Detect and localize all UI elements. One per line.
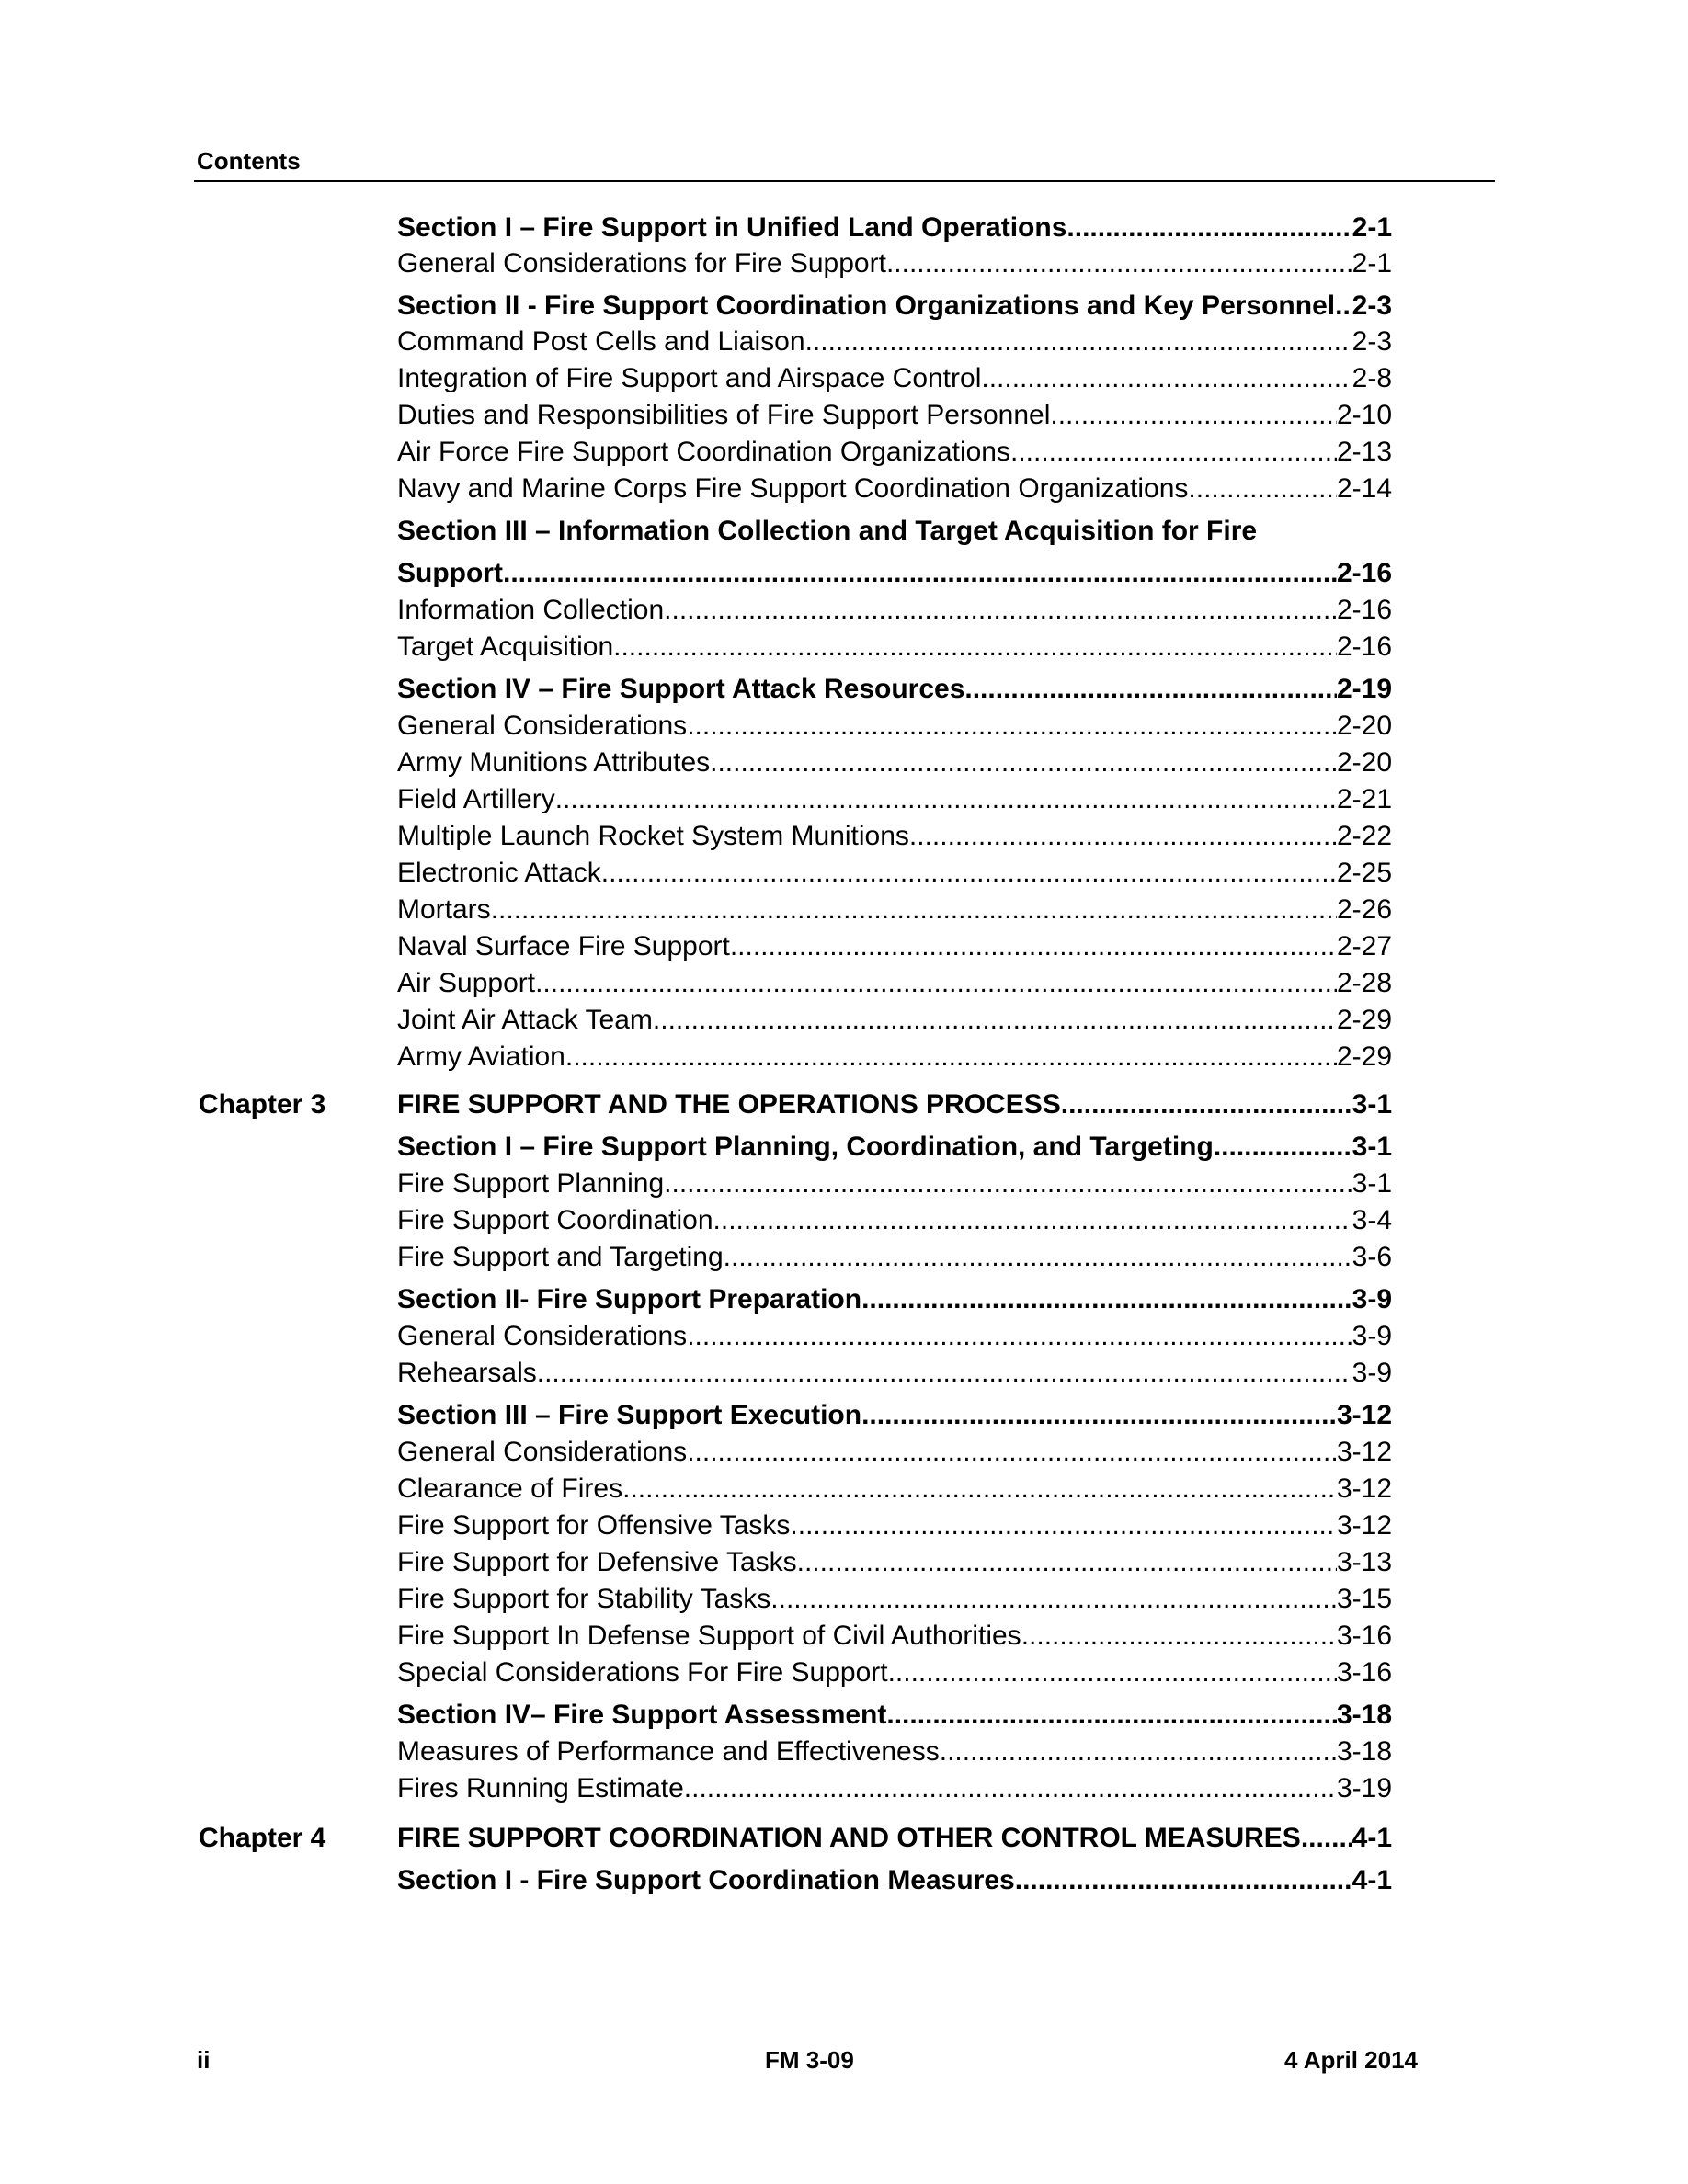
- toc-page-number: 3-12: [1336, 1437, 1392, 1467]
- toc-entry-title: Target Acquisition: [397, 631, 614, 662]
- chapter-label: Chapter 4: [199, 1823, 326, 1853]
- toc-section-entry: [397, 1131, 1392, 1164]
- toc-section-entry: [397, 673, 1392, 706]
- toc-section-entry: [397, 515, 1392, 548]
- toc-page-number: 2-16: [1336, 631, 1392, 662]
- toc-entry: [397, 472, 1392, 506]
- toc-entry-title: Fire Support for Stability Tasks: [397, 1584, 771, 1614]
- toc-entry-title: Navy and Marine Corps Fire Support Coordination Organizations: [397, 473, 1189, 504]
- toc-page-number: 2-16: [1336, 595, 1392, 625]
- toc-entry-title: Section III – Information Collection and Target Acquisition for Fire: [397, 516, 1258, 546]
- toc-dot-leader: [713, 1204, 1352, 1237]
- toc-dot-leader: [613, 631, 1337, 664]
- toc-entry: [397, 1772, 1392, 1805]
- toc-dot-leader: [886, 247, 1352, 280]
- toc-dot-leader: [1188, 472, 1337, 506]
- toc-entry-title: Naval Surface Fire Support: [397, 931, 730, 961]
- toc-section-entry: [397, 1088, 1392, 1121]
- toc-page-number: 3-12: [1336, 1473, 1392, 1504]
- toc-dot-leader: [797, 1546, 1337, 1579]
- toc-entry: [397, 1735, 1392, 1769]
- toc-entry: [397, 1320, 1392, 1353]
- toc-section-entry: [397, 1699, 1392, 1732]
- toc-dot-leader: [1066, 211, 1352, 245]
- toc-dot-leader: [565, 1041, 1337, 1074]
- toc-page-number: 2-27: [1336, 931, 1392, 961]
- toc-dot-leader: [1010, 436, 1337, 469]
- toc-dot-leader: [724, 1241, 1352, 1274]
- toc-page-number: 3-16: [1336, 1657, 1392, 1688]
- toc-page-number: 2-29: [1336, 1041, 1392, 1072]
- toc-page-number: 4-1: [1352, 1865, 1392, 1895]
- toc-dot-leader: [535, 967, 1337, 1000]
- toc-entry-title: Rehearsals: [397, 1358, 537, 1388]
- toc-page-number: 2-26: [1336, 894, 1392, 925]
- toc-entry: [397, 1204, 1392, 1237]
- toc-dot-leader: [1335, 290, 1352, 323]
- toc-dot-leader: [861, 1283, 1352, 1316]
- toc-section-entry: [397, 1864, 1392, 1897]
- toc-entry-title: Information Collection: [397, 595, 665, 625]
- toc-dot-leader: [555, 783, 1337, 816]
- toc-entry: [397, 325, 1392, 358]
- toc-page-number: 2-3: [1352, 326, 1392, 357]
- toc-entry: [397, 1041, 1392, 1074]
- toc-dot-leader: [888, 1656, 1337, 1689]
- toc-page-number: 2-22: [1336, 821, 1392, 851]
- toc-entry-title: Fire Support Planning: [397, 1168, 665, 1199]
- toc-page-number: 3-15: [1336, 1584, 1392, 1614]
- toc-page-number: 3-1: [1352, 1132, 1392, 1162]
- toc-dot-leader: [1050, 399, 1337, 432]
- toc-entry-title: Section IV– Fire Support Assessment: [397, 1700, 887, 1730]
- toc-dot-leader: [1015, 1864, 1352, 1897]
- toc-page-number: 3-4: [1352, 1205, 1392, 1235]
- toc-page-number: 3-16: [1336, 1621, 1392, 1651]
- toc-entry: [397, 746, 1392, 779]
- toc-entry-title: Clearance of Fires: [397, 1473, 623, 1504]
- toc-entry-title: Special Considerations For Fire Support: [397, 1657, 888, 1688]
- page-header-title: Contents: [197, 147, 301, 175]
- toc-entry: [397, 1509, 1392, 1542]
- toc-entry-title: General Considerations: [397, 1321, 688, 1351]
- toc-page-number: 2-20: [1336, 747, 1392, 778]
- toc-page-number: 3-6: [1352, 1242, 1392, 1272]
- toc-section-entry: [397, 1822, 1392, 1855]
- toc-page-number: 3-9: [1352, 1321, 1392, 1351]
- toc-entry-title: Duties and Responsibilities of Fire Support Personnel: [397, 400, 1051, 430]
- toc-page-number: 3-18: [1336, 1736, 1392, 1767]
- toc-entry: [397, 1620, 1392, 1653]
- toc-entry-title: Fire Support for Offensive Tasks: [397, 1510, 791, 1541]
- toc-page-number: 2-14: [1336, 473, 1392, 504]
- toc-dot-leader: [1214, 1131, 1352, 1164]
- toc-entry-title: FIRE SUPPORT AND THE OPERATIONS PROCESS: [397, 1089, 1061, 1120]
- toc-section-entry: [397, 211, 1392, 245]
- toc-dot-leader: [981, 362, 1352, 395]
- toc-entry: [397, 820, 1392, 853]
- toc-page-number: 2-28: [1336, 968, 1392, 998]
- toc-page-number: 2-19: [1336, 674, 1392, 704]
- toc-dot-leader: [909, 820, 1337, 853]
- toc-dot-leader: [940, 1735, 1337, 1769]
- toc-entry-title: Section II- Fire Support Preparation: [397, 1284, 862, 1314]
- toc-section-entry: [397, 557, 1392, 590]
- toc-page-number: 3-1: [1352, 1168, 1392, 1199]
- toc-entry-title: Multiple Launch Rocket System Munitions: [397, 821, 909, 851]
- toc-entry-title: Fire Support Coordination: [397, 1205, 713, 1235]
- toc-entry-title: Section II - Fire Support Coordination Organizations and Key Personnel: [397, 290, 1336, 321]
- toc-dot-leader: [664, 594, 1337, 627]
- toc-dot-leader: [491, 893, 1337, 927]
- toc-page-number: 2-25: [1336, 858, 1392, 888]
- toc-dot-leader: [861, 1399, 1337, 1432]
- toc-entry-title: Measures of Performance and Effectiveness: [397, 1736, 940, 1767]
- toc-dot-leader: [687, 710, 1337, 743]
- toc-entry-title: Section I – Fire Support in Unified Land Operations: [397, 212, 1067, 243]
- toc-entry: [397, 967, 1392, 1000]
- toc-entry-title: Support: [397, 558, 503, 588]
- toc-entry-title: General Considerations: [397, 711, 688, 741]
- toc-dot-leader: [687, 1320, 1352, 1353]
- toc-page-number: 2-3: [1352, 290, 1392, 321]
- chapter-label: Chapter 3: [199, 1089, 326, 1120]
- toc-dot-leader: [730, 930, 1337, 963]
- toc-entry: [397, 1241, 1392, 1274]
- toc-dot-leader: [1021, 1620, 1337, 1653]
- footer-manual-id: FM 3-09: [765, 2046, 854, 2074]
- toc-entry: [397, 893, 1392, 927]
- toc-entry-title: Joint Air Attack Team: [397, 1005, 653, 1035]
- toc-entry-title: Mortars: [397, 894, 491, 925]
- toc-dot-leader: [1301, 1822, 1352, 1855]
- toc-entry: [397, 1436, 1392, 1469]
- toc-entry: [397, 594, 1392, 627]
- toc-page-number: 3-9: [1352, 1284, 1392, 1314]
- toc-dot-leader: [537, 1357, 1352, 1390]
- toc-section-entry: [397, 290, 1392, 323]
- toc-section-entry: [397, 1399, 1392, 1432]
- toc-entry-title: Army Munitions Attributes: [397, 747, 711, 778]
- toc-page-number: 2-1: [1352, 212, 1392, 243]
- toc-dot-leader: [503, 557, 1337, 590]
- toc-entry-title: General Considerations for Fire Support: [397, 248, 886, 279]
- toc-dot-leader: [886, 1699, 1337, 1732]
- toc-page-number: 2-1: [1352, 248, 1392, 279]
- footer-date: 4 April 2014: [1284, 2046, 1419, 2074]
- toc-page-number: 2-21: [1336, 784, 1392, 814]
- toc-entry-title: Army Aviation: [397, 1041, 565, 1072]
- toc-entry: [397, 362, 1392, 395]
- toc-page-number: 3-13: [1336, 1547, 1392, 1577]
- toc-page-number: 2-13: [1336, 437, 1392, 467]
- toc-entry: [397, 1473, 1392, 1506]
- toc-entry: [397, 1357, 1392, 1390]
- toc-entry: [397, 710, 1392, 743]
- toc-page-number: 2-20: [1336, 711, 1392, 741]
- toc-page-number: 3-12: [1336, 1400, 1392, 1430]
- toc-page-number: 3-18: [1336, 1700, 1392, 1730]
- toc-page-number: 4-1: [1352, 1823, 1392, 1853]
- toc-page-number: 3-1: [1352, 1089, 1392, 1120]
- toc-dot-leader: [687, 1436, 1337, 1469]
- toc-entry: [397, 1656, 1392, 1689]
- toc-entry-title: Electronic Attack: [397, 858, 601, 888]
- toc-entry: [397, 1583, 1392, 1616]
- toc-entry-title: Fire Support and Targeting: [397, 1242, 724, 1272]
- toc-entry-title: Section III – Fire Support Execution: [397, 1400, 862, 1430]
- toc-entry: [397, 857, 1392, 890]
- toc-entry-title: Section I - Fire Support Coordination Measures: [397, 1865, 1015, 1895]
- toc-entry-title: Fire Support for Defensive Tasks: [397, 1547, 797, 1577]
- toc-page-number: 2-8: [1352, 363, 1392, 393]
- toc-dot-leader: [601, 857, 1337, 890]
- toc-dot-leader: [653, 1004, 1337, 1037]
- toc-page-number: 3-12: [1336, 1510, 1392, 1541]
- toc-dot-leader: [710, 746, 1337, 779]
- footer-page-number: ii: [197, 2046, 211, 2074]
- toc-page-number: 2-16: [1336, 558, 1392, 588]
- toc-entry: [397, 436, 1392, 469]
- toc-entry-title: Section IV – Fire Support Attack Resources: [397, 674, 965, 704]
- toc-entry-title: Air Support: [397, 968, 536, 998]
- toc-dot-leader: [1061, 1088, 1352, 1121]
- toc-page-number: 2-29: [1336, 1005, 1392, 1035]
- toc-dot-leader: [770, 1583, 1337, 1616]
- toc-dot-leader: [684, 1772, 1337, 1805]
- toc-entry: [397, 631, 1392, 664]
- toc-entry-title: Fire Support In Defense Support of Civil Authorities: [397, 1621, 1021, 1651]
- toc-page-number: 3-19: [1336, 1773, 1392, 1803]
- toc-dot-leader: [664, 1167, 1352, 1200]
- toc-dot-leader: [622, 1473, 1337, 1506]
- toc-entry: [397, 1546, 1392, 1579]
- toc-page-number: 2-10: [1336, 400, 1392, 430]
- toc-dot-leader: [790, 1509, 1337, 1542]
- toc-entry-title: Integration of Fire Support and Airspace Control: [397, 363, 982, 393]
- toc-entry-title: Field Artillery: [397, 784, 555, 814]
- toc-entry-title: Command Post Cells and Liaison: [397, 326, 805, 357]
- toc-entry-title: Air Force Fire Support Coordination Organizations: [397, 437, 1010, 467]
- toc-entry: [397, 783, 1392, 816]
- toc-dot-leader: [964, 673, 1337, 706]
- toc-entry-title: Section I – Fire Support Planning, Coordination, and Targeting: [397, 1132, 1214, 1162]
- toc-entry: [397, 1004, 1392, 1037]
- toc-dot-leader: [805, 325, 1352, 358]
- toc-entry: [397, 247, 1392, 280]
- toc-entry-title: FIRE SUPPORT COORDINATION AND OTHER CONTROL MEASURES: [397, 1823, 1301, 1853]
- toc-entry: [397, 930, 1392, 963]
- toc-entry-title: Fires Running Estimate: [397, 1773, 684, 1803]
- toc-entry: [397, 1167, 1392, 1200]
- toc-page-number: 3-9: [1352, 1358, 1392, 1388]
- toc-entry-title: General Considerations: [397, 1437, 688, 1467]
- toc-section-entry: [397, 1283, 1392, 1316]
- toc-entry: [397, 399, 1392, 432]
